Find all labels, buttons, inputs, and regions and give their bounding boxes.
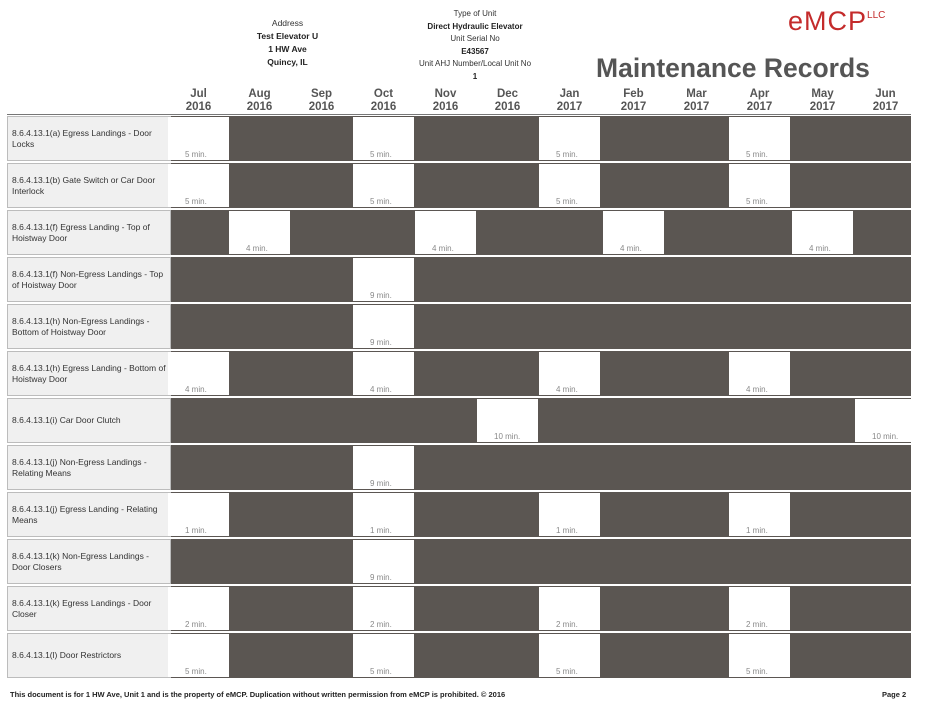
maintenance-cell (729, 587, 790, 630)
row-label-text: 8.6.4.13.1(f) Egress Landing - Top of Hoistway Door (12, 221, 150, 243)
maintenance-duration: 5 min. (370, 150, 392, 159)
month-year: 2016 (494, 101, 521, 113)
month-year: 2017 (683, 101, 710, 113)
maintenance-cell (729, 117, 790, 160)
maintenance-duration: 5 min. (185, 667, 207, 676)
row-label-text: 8.6.4.13.1(j) Non-Egress Landings - Relating Means (12, 456, 147, 478)
page-title: Maintenance Records (596, 53, 870, 83)
unit-type-value: Direct Hydraulic Elevator (427, 21, 523, 31)
maintenance-cell (729, 352, 790, 395)
row-label-text: 8.6.4.13.1(h) Egress Landing - Bottom of Hoistway Door (12, 362, 166, 384)
maintenance-duration: 10 min. (494, 432, 521, 441)
month-header-sep-2016 (291, 88, 352, 114)
maintenance-duration: 2 min. (746, 620, 768, 629)
row-label-text: 8.6.4.13.1(b) Gate Switch or Car Door Interlock (12, 174, 156, 196)
logo-text: eMCP (788, 6, 868, 36)
month-year: 2016 (246, 101, 273, 113)
row-label-text: 8.6.4.13.1(k) Egress Landings - Door Closer (12, 597, 152, 619)
table-top-divider (7, 114, 911, 115)
maintenance-duration: 4 min. (432, 244, 454, 253)
maintenance-duration: 2 min. (556, 620, 578, 629)
maintenance-cell (539, 164, 600, 207)
maintenance-duration: 5 min. (556, 197, 578, 206)
maintenance-duration: 4 min. (185, 385, 207, 394)
unit-ahj-value: 1 (472, 71, 478, 81)
company-logo (788, 6, 885, 37)
maintenance-duration: 4 min. (620, 244, 642, 253)
maintenance-cell (415, 211, 476, 254)
maintenance-cell (539, 493, 600, 536)
table-row (7, 257, 911, 302)
table-row (7, 304, 911, 349)
month-name: Dec (496, 88, 519, 100)
maintenance-duration: 4 min. (809, 244, 831, 253)
row-label (7, 304, 171, 349)
row-label (7, 351, 171, 396)
table-row (7, 492, 911, 537)
maintenance-cell (229, 211, 290, 254)
maintenance-duration: 4 min. (746, 385, 768, 394)
month-year: 2016 (308, 101, 335, 113)
maintenance-duration: 5 min. (556, 150, 578, 159)
month-name: Sep (310, 88, 333, 100)
month-name: Jan (559, 88, 580, 100)
maintenance-duration: 4 min. (246, 244, 268, 253)
month-name: Apr (749, 88, 770, 100)
maintenance-cell (729, 164, 790, 207)
maintenance-cell (855, 399, 911, 442)
row-label (7, 633, 171, 678)
maintenance-duration: 9 min. (370, 338, 392, 347)
maintenance-cell (353, 634, 414, 677)
address-city: Quincy, IL (267, 57, 308, 67)
table-row (7, 539, 911, 584)
month-header-mar-2017 (666, 88, 727, 114)
maintenance-cell (539, 634, 600, 677)
maintenance-cell (603, 211, 664, 254)
row-label-text: 8.6.4.13.1(k) Non-Egress Landings - Door Closers (12, 550, 150, 572)
maintenance-duration: 2 min. (185, 620, 207, 629)
maintenance-duration: 5 min. (370, 197, 392, 206)
maintenance-duration: 2 min. (370, 620, 392, 629)
maintenance-duration: 1 min. (746, 526, 768, 535)
maintenance-cell (168, 164, 229, 207)
month-header-oct-2016 (353, 88, 414, 114)
month-year: 2017 (872, 101, 899, 113)
row-label-text: 8.6.4.13.1(l) Door Restrictors (12, 650, 122, 660)
maintenance-cell (353, 446, 414, 489)
unit-serial-heading: Unit Serial No (450, 34, 500, 43)
row-label-text: 8.6.4.13.1(f) Non-Egress Landings - Top of Hoistway Door (12, 268, 164, 290)
row-label (7, 398, 171, 443)
maintenance-cell (353, 305, 414, 348)
maintenance-duration: 9 min. (370, 573, 392, 582)
maintenance-cell (353, 258, 414, 301)
table-row (7, 445, 911, 490)
table-row (7, 163, 911, 208)
maintenance-duration: 5 min. (185, 150, 207, 159)
maintenance-cell (353, 352, 414, 395)
maintenance-duration: 5 min. (746, 667, 768, 676)
month-header-aug-2016 (229, 88, 290, 114)
month-name: Aug (248, 88, 271, 100)
row-label (7, 492, 171, 537)
month-header-jan-2017 (539, 88, 600, 114)
month-header-may-2017 (792, 88, 853, 114)
maintenance-cell (729, 493, 790, 536)
maintenance-cell (539, 587, 600, 630)
maintenance-duration: 5 min. (746, 150, 768, 159)
maintenance-cell (729, 634, 790, 677)
maintenance-duration: 5 min. (370, 667, 392, 676)
table-row (7, 116, 911, 161)
table-row (7, 633, 911, 678)
month-year: 2016 (432, 101, 459, 113)
page-number: Page 2 (882, 690, 907, 699)
month-name: Nov (434, 88, 457, 100)
row-label (7, 539, 171, 584)
month-name: Feb (623, 88, 644, 100)
maintenance-cell (353, 587, 414, 630)
row-label-text: 8.6.4.13.1(h) Non-Egress Landings - Bottom of Hoistway Door (12, 315, 150, 337)
row-label (7, 210, 171, 255)
month-year: 2017 (556, 101, 583, 113)
row-label-text: 8.6.4.13.1(j) Egress Landing - Relating Means (12, 503, 158, 525)
table-row (7, 351, 911, 396)
unit-ahj-heading: Unit AHJ Number/Local Unit No (418, 59, 532, 68)
maintenance-cell (168, 352, 229, 395)
maintenance-cell (477, 399, 538, 442)
maintenance-cell (353, 164, 414, 207)
month-year: 2016 (185, 101, 212, 113)
month-header-dec-2016 (477, 88, 538, 114)
maintenance-duration: 5 min. (556, 667, 578, 676)
address-street: 1 HW Ave (268, 44, 307, 54)
month-header-jul-2016 (168, 88, 229, 114)
month-header-nov-2016 (415, 88, 476, 114)
maintenance-cell (353, 493, 414, 536)
maintenance-cell (353, 540, 414, 583)
month-name: Mar (686, 88, 707, 100)
month-year: 2017 (746, 101, 773, 113)
logo-suffix: LLC (867, 10, 886, 21)
row-label (7, 445, 171, 490)
month-name: May (811, 88, 834, 100)
month-name: Jul (190, 88, 207, 100)
unit-info-block (400, 8, 550, 83)
maintenance-cell (168, 493, 229, 536)
row-label (7, 257, 171, 302)
maintenance-duration: 4 min. (556, 385, 578, 394)
maintenance-duration: 4 min. (370, 385, 392, 394)
month-name: Oct (373, 88, 394, 100)
maintenance-cell (168, 634, 229, 677)
month-header-jun-2017 (855, 88, 916, 114)
table-row (7, 586, 911, 631)
maintenance-duration: 10 min. (872, 432, 899, 441)
table-row (7, 210, 911, 255)
row-label-text: 8.6.4.13.1(i) Car Door Clutch (12, 415, 121, 425)
month-year: 2016 (370, 101, 397, 113)
month-name: Jun (875, 88, 896, 100)
address-name: Test Elevator U (256, 31, 319, 41)
row-label (7, 116, 171, 161)
unit-serial-value: E43567 (461, 46, 489, 56)
maintenance-duration: 9 min. (370, 479, 392, 488)
month-header-feb-2017 (603, 88, 664, 114)
maintenance-duration: 1 min. (370, 526, 392, 535)
maintenance-duration: 5 min. (185, 197, 207, 206)
table-row (7, 398, 911, 443)
maintenance-cell (168, 117, 229, 160)
maintenance-duration: 1 min. (556, 526, 578, 535)
maintenance-cell (539, 117, 600, 160)
unit-type-heading: Type of Unit (453, 9, 497, 18)
row-label-text: 8.6.4.13.1(a) Egress Landings - Door Locks (12, 127, 152, 149)
maintenance-duration: 1 min. (185, 526, 207, 535)
maintenance-cell (168, 587, 229, 630)
maintenance-cell (792, 211, 853, 254)
maintenance-duration: 9 min. (370, 291, 392, 300)
row-label (7, 163, 171, 208)
row-label (7, 586, 171, 631)
month-header-apr-2017 (729, 88, 790, 114)
maintenance-cell (353, 117, 414, 160)
maintenance-cell (539, 352, 600, 395)
maintenance-duration: 5 min. (746, 197, 768, 206)
month-year: 2017 (620, 101, 647, 113)
footer-notice: This document is for 1 HW Ave, Unit 1 and is the property of eMCP. Duplication without written permission from eMCP is prohibited. © 2016 (10, 690, 506, 699)
month-year: 2017 (809, 101, 836, 113)
address-block (225, 17, 350, 69)
address-heading: Address (271, 18, 304, 28)
